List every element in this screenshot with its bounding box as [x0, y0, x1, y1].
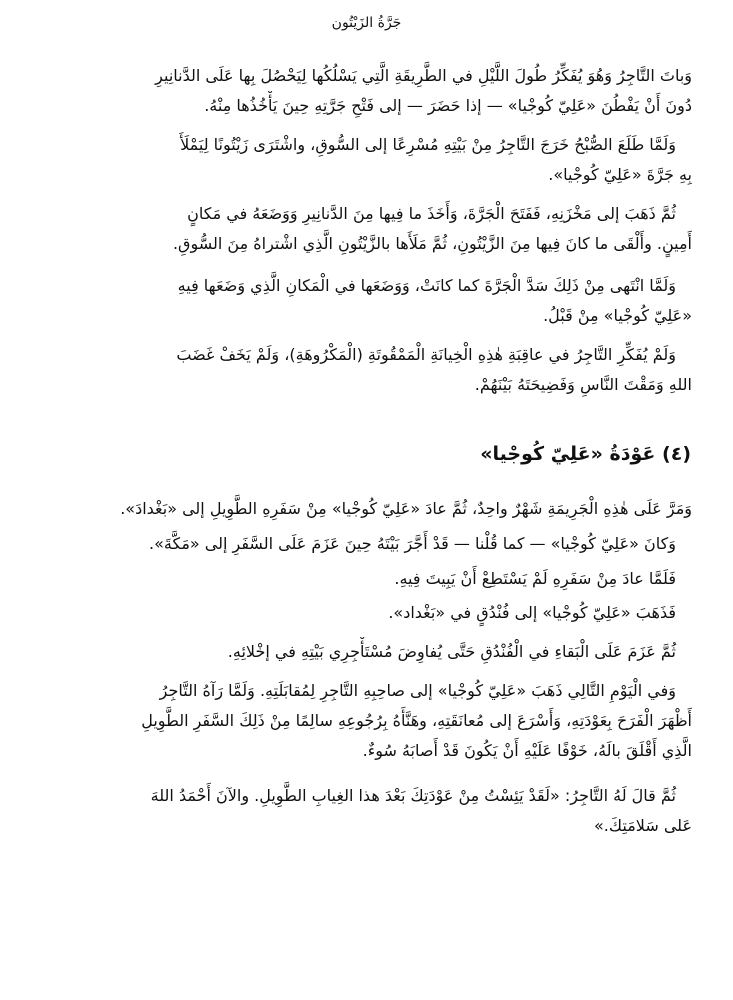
text-line: وَلَمَّا طَلَعَ الصُّبْحُ خَرَجَ التَّاجِرُ مِنْ بَيْتِهِ مُسْرِعًا إلى السُّوقِ، واشْتَرَى زَيْتُونًا لِيَمْلَأَ — [180, 135, 676, 154]
text-line: الَّذِي أَقْلَقَ بالَهُ، خَوْفًا عَلَيْهِ أَنْ يَكُونَ قَدْ أَصابَهُ سُوءٌ. — [362, 741, 692, 760]
paragraph — [44, 598, 692, 628]
paragraph — [44, 564, 692, 594]
text-line: اللهِ وَمَقْتَ النَّاسِ وَفَضِيحَتَهُ بَيْنَهُمْ. — [474, 375, 692, 394]
paragraph — [44, 676, 692, 766]
paragraph — [44, 781, 692, 841]
text-line: وَكانَ «عَلِيّ كُوجْيا» — كما قُلْنا — قَدْ أَجَّرَ بَيْتَهُ حِينَ عَزَمَ عَلَى السَّفَرِ إلى «مَكَّةَ». — [149, 534, 676, 553]
text-line: فَلَمَّا عادَ مِنْ سَفَرِهِ لَمْ يَسْتَطِعْ أَنْ يَبِيتَ فِيهِ. — [394, 569, 676, 588]
text-line: وَمَرَّ عَلَى هٰذِهِ الْجَرِيمَةِ شَهْرٌ واحِدٌ، ثُمَّ عادَ «عَلِيّ كُوجْيا» مِنْ سَفَرِهِ الطَّوِيلِ إلى «بَغْدادَ». — [120, 499, 692, 518]
section-heading: (٤) عَوْدَةُ «عَلِيّ كُوجْيا» — [480, 443, 691, 465]
running-header: جَرَّةُ الزَيْتُون — [331, 15, 402, 31]
paragraph — [44, 637, 692, 667]
paragraph — [44, 130, 692, 190]
text-line: فَذَهَبَ «عَلِيّ كُوجْيا» إلى فُنْدُقٍ في «بَغْداد». — [388, 603, 676, 622]
text-line: أَمِينٍ. وأَلْقَى ما كانَ فِيها مِنَ الزَّيْتُونِ، ثُمَّ مَلَأَها بالزَّيْتُونِ الَّذِي اشْتراهُ مِنَ السُّوقِ. — [172, 234, 692, 253]
paragraph — [44, 271, 692, 331]
text-line: ثُمَّ عَزَمَ عَلَى الْبَقاءِ في الْفُنْدُقِ حَتَّى يُفاوِضَ مُسْتَأْجِرِي بَيْتِهِ في إخْلائِهِ. — [227, 642, 676, 661]
paragraph — [44, 529, 692, 559]
text-line: أَظْهَرَ الْفَرَحَ بِعَوْدَتِهِ، وَأَسْرَعَ إلى مُعانَقَتِهِ، وهَنَّأَهُ بِرُجُوعِهِ سالِمًا مِنْ ذَلِكَ السَّفَرِ الطَّوِيلِ — [141, 711, 692, 730]
paragraph — [44, 61, 692, 121]
text-line: «عَلِيّ كُوجْيا» مِنْ قَبْلُ. — [543, 306, 692, 325]
text-line: وَلَمَّا انْتَهى مِنْ ذَلِكَ سَدَّ الْجَرَّةَ كما كانَتْ، وَوَضَعَها في الْمَكانِ الَّذِي وَضَعَها فِيهِ — [177, 276, 676, 295]
text-line: ثُمَّ قالَ لَهُ التَّاجِرُ: «لَقَدْ يَئِسْتُ مِنْ عَوْدَتِكَ بَعْدَ هذا الغِيابِ الطَّوِيلِ. والآنَ أَحْمَدُ اللهَ — [150, 786, 676, 805]
text-line: ثُمَّ ذَهَبَ إلى مَخْزَنِهِ، فَفَتَحَ الْجَرَّةَ، وَأَخَذَ ما فِيها مِنَ الدَّنانِيرِ وَوَضَعَهُ في مَكانٍ — [187, 204, 676, 223]
paragraph — [44, 494, 692, 524]
paragraph — [44, 340, 692, 400]
paragraph — [44, 199, 692, 259]
text-line: وَباتَ التَّاجِرُ وَهُوَ يُفَكِّرُ طُولَ اللَّيْلِ في الطَّرِيقَةِ الَّتِي يَسْلُكُها لِيَحْصُلَ بِها عَلَى الدَّنانِيرِ — [155, 66, 692, 85]
text-line: بِهِ جَرَّةَ «عَلِيّ كُوجْيا». — [548, 165, 692, 184]
text-line: وَفي الْيَوْمِ التَّالِي ذَهَبَ «عَلِيّ كُوجْيا» إلى صاحِبِهِ التَّاجِرِ لِمُقابَلَتِهِ. وَلَمَّا رَآهُ التَّاجِرُ — [159, 681, 676, 700]
text-line: دُونَ أَنْ يَفْطُنَ «عَلِيّ كُوجْيا» — إذا حَضَرَ — إلى فَتْحِ جَرَّتِهِ حِينَ يَأْخُذُها مِنْهُ. — [204, 96, 692, 115]
text-line: وَلَمْ يُفَكِّرِ التَّاجِرُ في عاقِبَةِ هٰذِهِ الْخِيانَةِ الْمَمْقُوتَةِ (الْمَكْرُوهَةِ)، وَلَمْ يَخَفْ غَضَبَ — [176, 345, 676, 364]
text-line: عَلى سَلامَتِكَ.» — [594, 816, 692, 835]
